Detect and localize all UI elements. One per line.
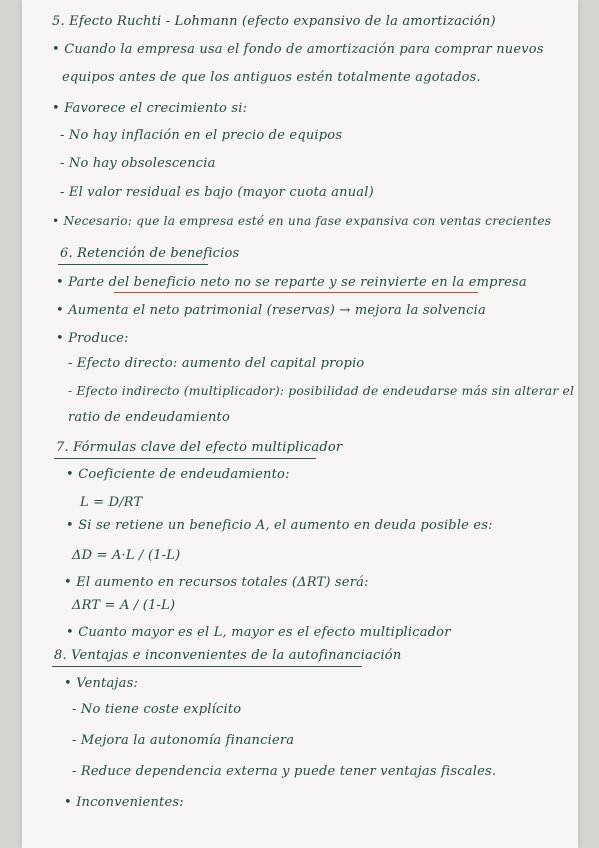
heading-6: 6. Retención de beneficios xyxy=(60,246,240,261)
formula: L = D/RT xyxy=(80,495,143,510)
note-line: • Produce: xyxy=(56,331,129,346)
note-line: - Reduce dependencia externa y puede tener ventajas fiscales. xyxy=(72,764,497,779)
formula: ΔD = A·L / (1-L) xyxy=(72,548,181,563)
note-line: • Coeficiente de endeudamiento: xyxy=(66,467,290,482)
heading-underline xyxy=(52,666,362,667)
note-line: • Cuanto mayor es el L, mayor es el efecto multiplicador xyxy=(66,625,451,640)
note-line: - No hay obsolescencia xyxy=(60,156,216,171)
note-line: - No tiene coste explícito xyxy=(72,702,242,717)
heading-underline xyxy=(54,458,316,459)
handwritten-notes-page xyxy=(22,0,578,848)
note-line: • Parte del beneficio neto no se reparte y se reinvierte en la empresa xyxy=(56,275,527,290)
note-line: ratio de endeudamiento xyxy=(68,410,230,425)
red-underline xyxy=(114,292,478,293)
note-line: - El valor residual es bajo (mayor cuota anual) xyxy=(60,185,374,200)
note-line: - Efecto directo: aumento del capital propio xyxy=(68,356,365,371)
note-line: • Inconvenientes: xyxy=(64,795,184,810)
heading-8: 8. Ventajas e inconvenientes de la autofinanciación xyxy=(54,648,402,663)
note-line: • Si se retiene un beneficio A, el aumento en deuda posible es: xyxy=(66,518,493,533)
note-line: • Cuando la empresa usa el fondo de amortización para comprar nuevos xyxy=(52,42,544,57)
note-line: - Mejora la autonomía financiera xyxy=(72,733,295,748)
heading-5: 5. Efecto Ruchti - Lohmann (efecto expansivo de la amortización) xyxy=(52,14,496,29)
heading-underline xyxy=(58,264,208,265)
note-line: • Favorece el crecimiento si: xyxy=(52,101,248,116)
note-line: • Aumenta el neto patrimonial (reservas) → mejora la solvencia xyxy=(56,303,486,318)
note-line: - No hay inflación en el precio de equipos xyxy=(60,128,343,143)
heading-7: 7. Fórmulas clave del efecto multiplicador xyxy=(56,440,343,455)
note-line: - Efecto indirecto (multiplicador): posibilidad de endeudarse más sin alterar el xyxy=(68,384,575,398)
note-line: • Necesario: que la empresa esté en una fase expansiva con ventas crecientes xyxy=(52,214,552,228)
note-line: equipos antes de que los antiguos estén totalmente agotados. xyxy=(62,70,481,85)
note-line: • El aumento en recursos totales (ΔRT) será: xyxy=(64,575,369,590)
formula: ΔRT = A / (1-L) xyxy=(72,598,176,613)
note-line: • Ventajas: xyxy=(64,676,139,691)
